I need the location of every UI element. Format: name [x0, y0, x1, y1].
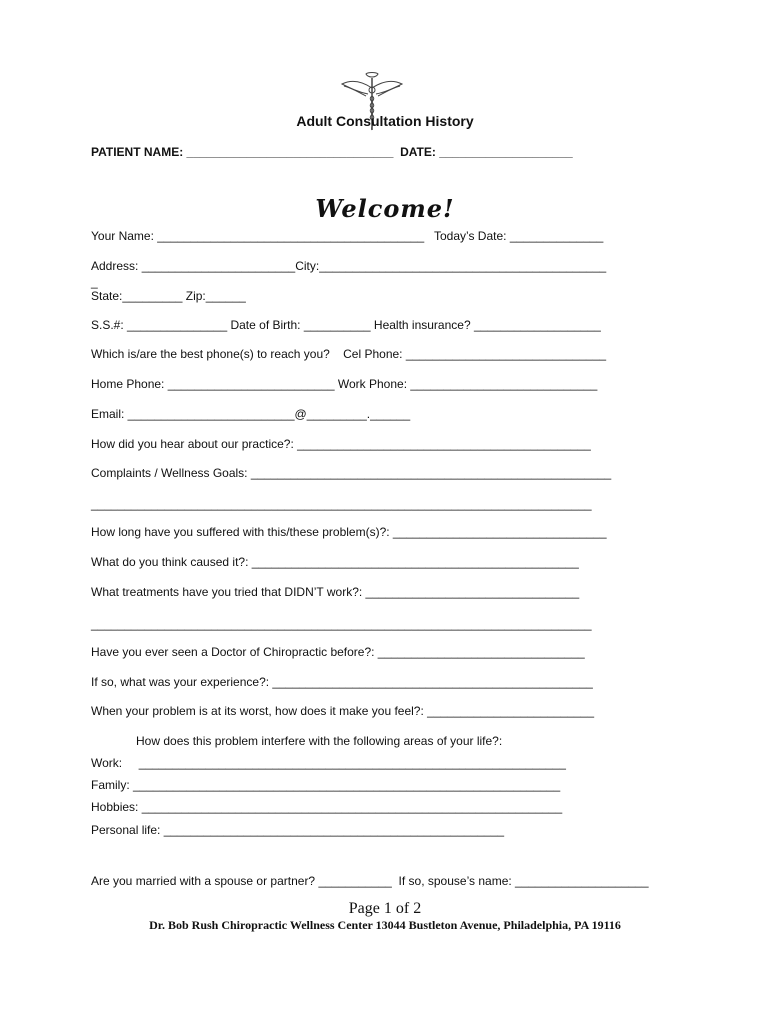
home-work-phone-field[interactable]: Home Phone: _________________________ Work Phone: ____________________________	[91, 377, 598, 391]
referral-field[interactable]: How did you hear about our practice?: ____________________________________________	[91, 437, 591, 451]
worst-feeling-field[interactable]: When your problem is at its worst, how does it make you feel?: _________________________	[91, 704, 594, 718]
work-field[interactable]: Work: ________________________________________________________________	[91, 756, 566, 770]
welcome-heading: Welcome!	[315, 194, 455, 223]
complaints-continuation[interactable]: ___________________________________________________________________________	[91, 497, 592, 511]
patient-name-date-line[interactable]: PATIENT NAME: _______________________________ DATE: ____________________	[91, 145, 573, 159]
ss-dob-insurance-field[interactable]: S.S.#: _______________ Date of Birth: __________ Health insurance? ___________________	[91, 318, 601, 332]
cel-phone-field[interactable]: Which is/are the best phone(s) to reach you? Cel Phone: ______________________________	[91, 347, 607, 361]
treatments-continuation[interactable]: ___________________________________________________________________________	[91, 617, 592, 631]
cause-field[interactable]: What do you think caused it?: _________________________________________________	[91, 555, 579, 569]
interference-question: How does this problem interfere with the following areas of your life?:	[136, 734, 503, 748]
page-title: Adult Consultation History	[296, 113, 474, 129]
address-wrap: _	[91, 275, 98, 289]
email-field[interactable]: Email: _________________________@_________.______	[91, 407, 411, 421]
family-field[interactable]: Family: ________________________________________________________________	[91, 778, 561, 792]
spouse-field[interactable]: Are you married with a spouse or partner? ___________ If so, spouse’s name: ____________________	[91, 874, 649, 888]
chiropractic-before-field[interactable]: Have you ever seen a Doctor of Chiropractic before?: _______________________________	[91, 645, 585, 659]
treatments-field[interactable]: What treatments have you tried that DIDN’T work?: ________________________________	[91, 585, 580, 599]
hobbies-field[interactable]: Hobbies: _______________________________________________________________	[91, 800, 563, 814]
page-number: Page 1 of 2	[348, 900, 422, 917]
address-field[interactable]: Address: _______________________City:___________________________________________	[91, 259, 607, 273]
experience-field[interactable]: If so, what was your experience?: ________________________________________________	[91, 675, 593, 689]
problem-duration-field[interactable]: How long have you suffered with this/these problem(s)?: ________________________________	[91, 525, 607, 539]
personal-life-field[interactable]: Personal life: ___________________________________________________	[91, 823, 505, 837]
complaints-field[interactable]: Complaints / Wellness Goals: ______________________________________________________	[91, 466, 612, 480]
your-name-field[interactable]: Your Name: ________________________________________ Today’s Date: ______________	[91, 229, 604, 243]
clinic-address: Dr. Bob Rush Chiropractic Wellness Center 13044 Bustleton Avenue, Philadelphia, PA 19116	[149, 918, 621, 932]
state-zip-field[interactable]: State:_________ Zip:______	[91, 289, 246, 303]
